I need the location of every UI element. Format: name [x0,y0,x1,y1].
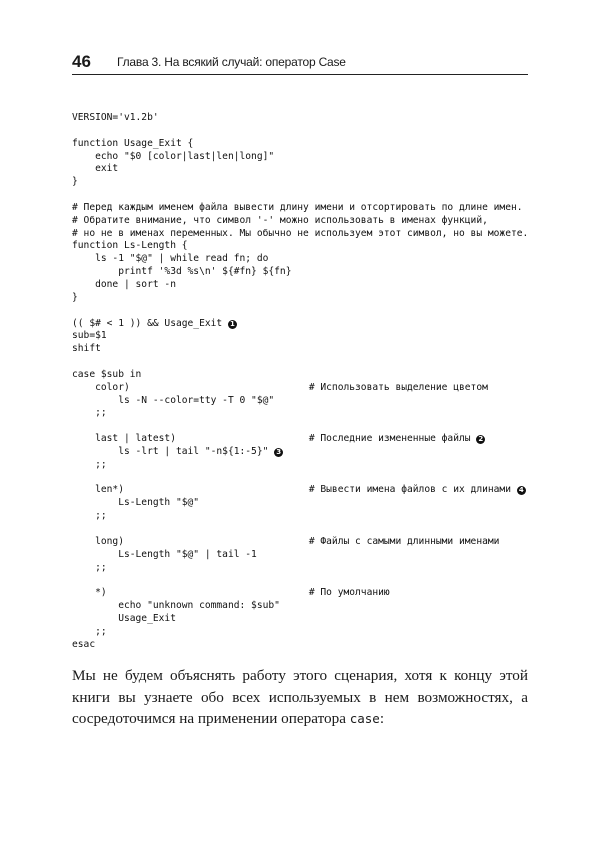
code-line [72,151,532,164]
code-text: esac [72,638,96,650]
code-line [72,356,532,369]
code-text: color) # Использовать выделение цветом [72,381,488,393]
code-text: shift [72,343,101,355]
code-line [72,369,532,382]
code-text: function Ls-Length { [72,240,188,252]
code-line [72,189,532,202]
paragraph-text-end: : [379,710,385,727]
running-title: Глава 3. На всякий случай: оператор Case [117,55,346,69]
code-line [72,497,532,510]
code-line [72,587,532,600]
code-text: ;; [72,458,107,470]
code-text: exit [72,163,119,175]
code-line [72,472,532,485]
code-line [72,240,532,253]
code-text: case $sub in [72,368,142,380]
page-number: 46 [72,52,91,71]
inline-code-case: case [349,711,380,726]
code-text: Ls-Length "$@" | tail -1 [72,548,257,560]
code-text: VERSION='v1.2b' [72,112,159,123]
callout-marker: 4 [517,486,526,495]
code-text: ;; [72,407,107,419]
code-text: done | sort -n [72,278,176,290]
code-line [72,266,532,279]
code-line [72,292,532,305]
code-line [72,395,532,408]
code-line [72,549,532,562]
code-listing [72,112,532,651]
code-text: ;; [72,625,107,637]
code-text: } [72,291,78,303]
code-text: ls -N --color=tty -T 0 "$@" [72,394,275,406]
code-text: ls -lrt | tail "-n${1:-5}" [72,445,275,457]
code-text: sub=$1 [72,330,107,342]
callout-marker: 2 [476,435,485,444]
code-line [72,562,532,575]
code-line [72,176,532,189]
code-line [72,330,532,343]
callout-marker: 3 [274,448,283,457]
code-line [72,407,532,420]
body-paragraph [72,665,528,730]
code-line [72,138,532,151]
code-line [72,626,532,639]
code-line [72,343,532,356]
code-line [72,523,532,536]
code-text: *) # По умолчанию [72,587,390,599]
code-text: } [72,176,78,188]
code-text: ;; [72,561,107,573]
code-line [72,253,532,266]
code-line [72,459,532,472]
code-line [72,228,532,241]
code-line [72,279,532,292]
code-text: ls -1 "$@" | while read fn; do [72,253,269,265]
code-text: # но не в именах переменных. Мы обычно не используем этот символ, но вы можете. [72,227,529,239]
callout-marker: 1 [228,320,237,329]
code-line [72,600,532,613]
code-text: # Обратите внимание, что символ '-' можно использовать в именах функций, [72,214,488,226]
code-text: echo "unknown command: $sub" [72,600,280,612]
code-line [72,639,532,652]
code-line [72,382,532,395]
code-text: # Перед каждым именем файла вывести длину имени и отсортировать по длине имен. [72,201,523,213]
code-text: ;; [72,510,107,522]
code-text: function Usage_Exit { [72,137,194,149]
code-text: long) # Файлы с самыми длинными именами [72,535,500,547]
code-line [72,574,532,587]
code-line [72,305,532,318]
paragraph-text: Мы не будем объяснять работу этого сценария, хотя к концу этой книги вы узнаете обо всех используемых в нем возможностях, а сосредоточимся на применении оператора [72,667,528,727]
code-text: echo "$0 [color|last|len|long]" [72,150,275,162]
code-text: Usage_Exit [72,612,176,624]
code-line [72,433,532,446]
code-line [72,510,532,523]
code-line [72,125,532,138]
code-line [72,613,532,626]
code-text: (( $# < 1 )) && Usage_Exit [72,317,228,329]
code-line [72,202,532,215]
code-line [72,536,532,549]
code-line [72,215,532,228]
code-text: len*) # Вывести имена файлов с их длинами [72,484,517,496]
code-line [72,318,532,331]
code-line [72,163,532,176]
code-text: Ls-Length "$@" [72,497,200,509]
page-header [72,50,528,75]
code-line [72,112,532,125]
code-line [72,484,532,497]
code-line [72,420,532,433]
code-line [72,446,532,459]
code-text: printf '%3d %s\n' ${#fn} ${fn} [72,266,292,278]
code-text: last | latest) # Последние измененные файлы [72,433,477,445]
